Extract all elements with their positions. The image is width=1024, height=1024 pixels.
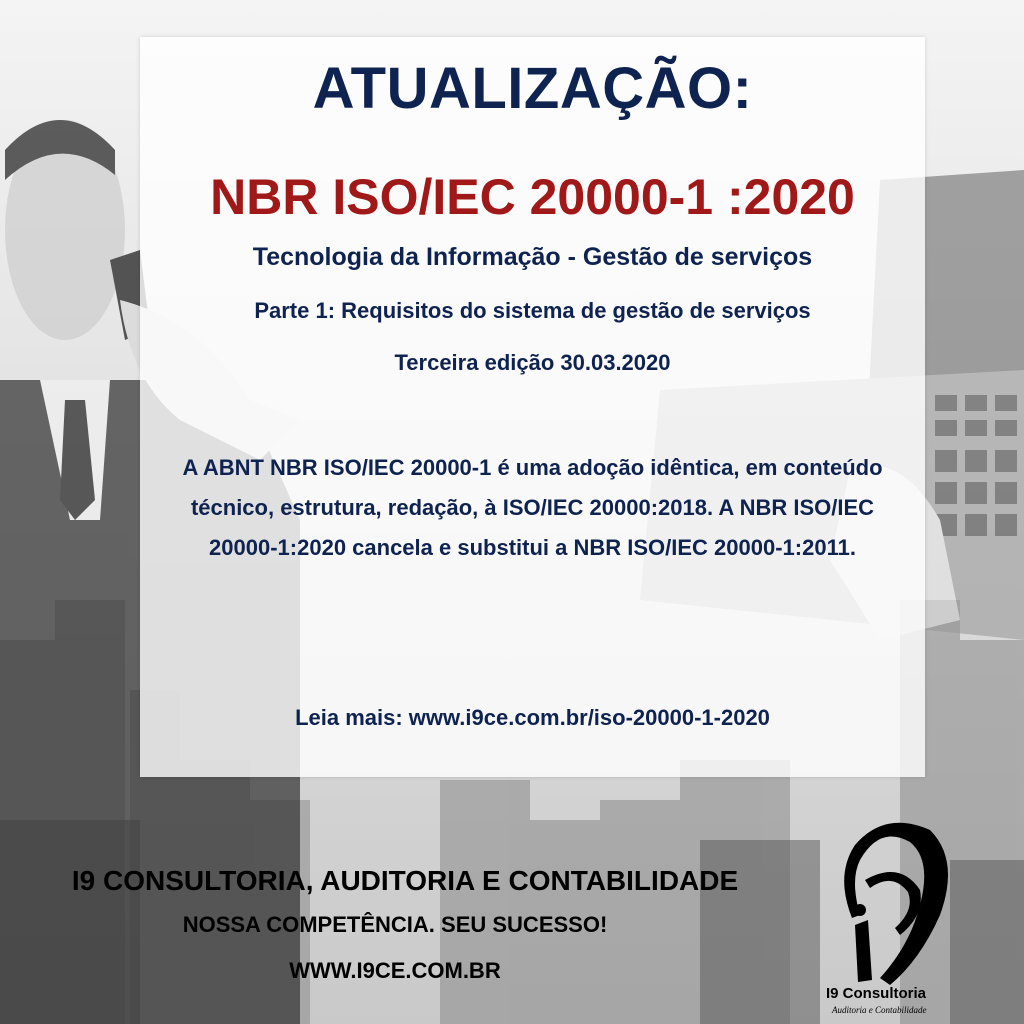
read-more-link[interactable]: Leia mais: www.i9ce.com.br/iso-20000-1-2020 (295, 705, 770, 730)
edition-date: Terceira edição 30.03.2020 (394, 350, 671, 375)
page-title: ATUALIZAÇÃO: (312, 56, 753, 121)
company-website[interactable]: WWW.I9CE.COM.BR (289, 958, 501, 983)
logo-tagline: Auditoria e Contabilidade (832, 1005, 927, 1015)
description-paragraph: A ABNT NBR ISO/IEC 20000-1 é uma adoção idêntica, em conteúdo técnico, estrutura, redação, à ISO/IEC 20000:2018. A NBR ISO/IEC 20000-1:2020 cancela e substitui a NBR ISO/IEC 20000-1:2011. (182, 455, 883, 560)
company-slogan: NOSSA COMPETÊNCIA. SEU SUCESSO! (182, 912, 608, 937)
content-panel (140, 37, 925, 777)
logo-name: I9 Consultoria (826, 985, 927, 1002)
standard-name: NBR ISO/IEC 20000-1 :2020 (210, 169, 855, 225)
standard-part: Parte 1: Requisitos do sistema de gestão de serviços (254, 298, 811, 323)
standard-subtitle: Tecnologia da Informação - Gestão de serviços (252, 243, 813, 271)
company-name: I9 CONSULTORIA, AUDITORIA E CONTABILIDADE (71, 865, 739, 896)
